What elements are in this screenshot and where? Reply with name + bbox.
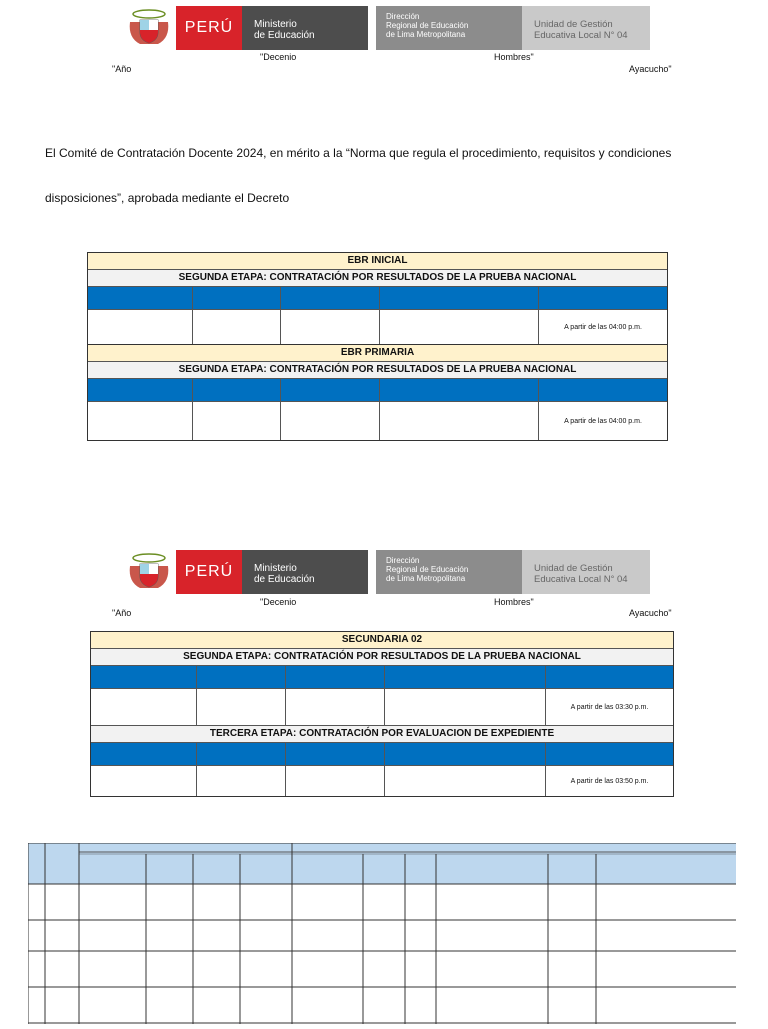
- table-title: EBR PRIMARIA: [88, 345, 667, 362]
- results-grid-lines: [28, 843, 736, 1024]
- results-grid: [28, 843, 736, 1024]
- table-secundaria-02: [90, 631, 674, 797]
- table-header-row: [91, 666, 673, 689]
- brand-peru: PERÚ: [176, 6, 242, 50]
- quote-anio: "Año: [112, 64, 132, 74]
- stage-title: TERCERA ETAPA: CONTRATACIÓN POR EVALUACION DE EXPEDIENTE: [91, 726, 673, 743]
- page-header: [126, 6, 650, 50]
- peru-coat-of-arms-icon: [126, 8, 172, 48]
- table-row: [91, 766, 673, 796]
- ministry-logo: [176, 550, 368, 594]
- stage-title: SEGUNDA ETAPA: CONTRATACIÓN POR RESULTADOS DE LA PRUEBA NACIONAL: [91, 649, 673, 666]
- ugel-block: Unidad de Gestión Educativa Local N° 04: [522, 550, 650, 594]
- table-row: [88, 402, 667, 440]
- table-row: [88, 310, 667, 344]
- dre-block: Dirección Regional de Educación de Lima Metropolitana: [376, 6, 522, 50]
- stage-title: SEGUNDA ETAPA: CONTRATACIÓN POR RESULTADOS DE LA PRUEBA NACIONAL: [88, 362, 667, 379]
- quote-decenio: "Decenio: [260, 52, 297, 62]
- time-cell: A partir de las 03:50 p.m.: [546, 766, 673, 796]
- page-header-2: [126, 550, 650, 594]
- intro-line-2: disposiciones”, aprobada mediante el Decreto: [45, 191, 290, 205]
- table-header-row: [88, 287, 667, 310]
- quote-decenio: "Decenio: [260, 597, 297, 607]
- table-ebr-inicial: [87, 252, 668, 345]
- table-row: [91, 689, 673, 726]
- time-cell: A partir de las 04:00 p.m.: [539, 310, 667, 344]
- stage-title: SEGUNDA ETAPA: CONTRATACIÓN POR RESULTADOS DE LA PRUEBA NACIONAL: [88, 270, 667, 287]
- time-cell: A partir de las 03:30 p.m.: [546, 689, 673, 725]
- intro-line-1: El Comité de Contratación Docente 2024, en mérito a la “Norma que regula el procedimiento, requisitos y condiciones: [45, 146, 672, 160]
- ministry-name: Ministerio de Educación: [254, 563, 315, 585]
- table-header-row: [91, 743, 673, 766]
- quote-anio: "Año: [112, 608, 132, 618]
- ministry-name: Ministerio de Educación: [254, 19, 315, 41]
- quote-hombres: Hombres": [494, 597, 534, 607]
- brand-peru: PERÚ: [176, 550, 242, 594]
- ministry-logo: [176, 6, 368, 50]
- quote-ayacucho: Ayacucho": [629, 64, 672, 74]
- ugel-block: Unidad de Gestión Educativa Local N° 04: [522, 6, 650, 50]
- table-title: EBR INICIAL: [88, 253, 667, 270]
- table-header-row: [88, 379, 667, 402]
- peru-coat-of-arms-icon: [126, 552, 172, 592]
- table-ebr-primaria: [87, 344, 668, 441]
- quote-hombres: Hombres": [494, 52, 534, 62]
- time-cell: A partir de las 04:00 p.m.: [539, 402, 667, 440]
- table-title: SECUNDARIA 02: [91, 632, 673, 649]
- quote-ayacucho: Ayacucho": [629, 608, 672, 618]
- dre-block: Dirección Regional de Educación de Lima Metropolitana: [376, 550, 522, 594]
